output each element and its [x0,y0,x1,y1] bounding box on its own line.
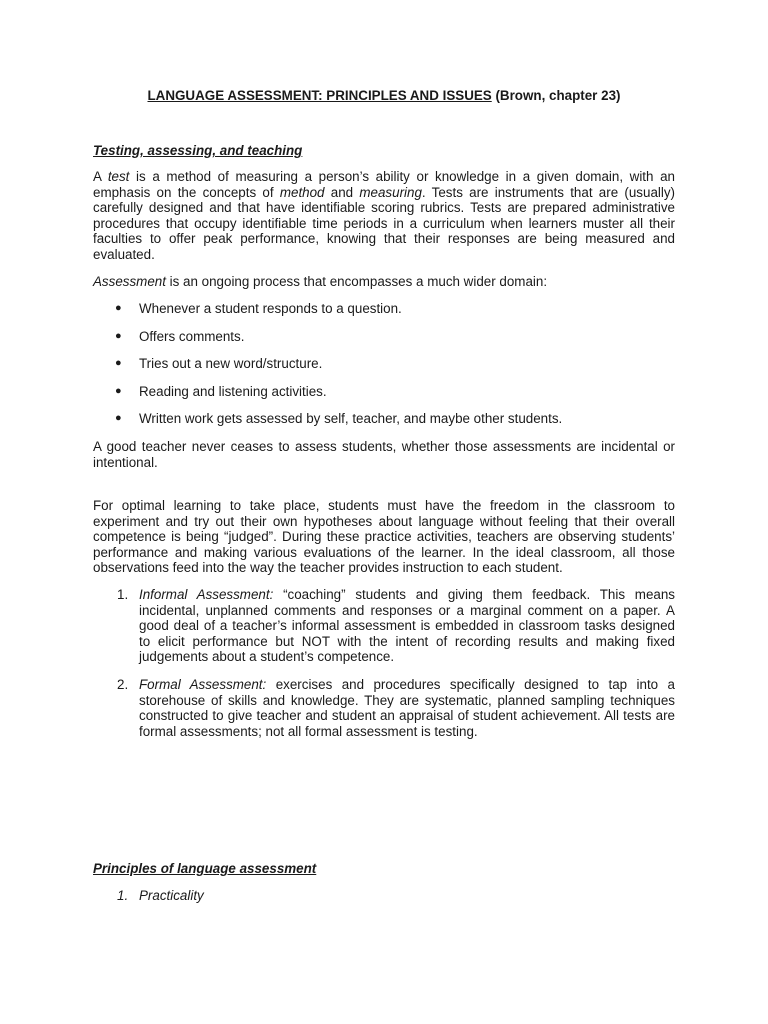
list-item: ● Whenever a student responds to a question. [115,301,402,316]
term-method: method [279,184,325,200]
paragraph-test-definition: A test is a method of measuring a person’s ability or knowledge in a given domain, with an emphasis on the concepts of method and measuring. Tests are instruments that are (usually) carefully designed and that have identifiable scoring rubrics. Tests are prepared administrative procedures that occupy identifiable time periods in a curriculum when learners muster all their faculties to offer peak performance, knowing that their responses are being measured and evaluated. [93,169,675,262]
title-main: LANGUAGE ASSESSMENT: PRINCIPLES AND ISSUES [147,88,492,103]
list-item: 1. Practicality [117,888,204,903]
term-formal-assessment: Formal Assessment: [139,676,267,692]
paragraph-assessment-intro: Assessment is an ongoing process that encompasses a much wider domain: [93,274,548,289]
bullet-icon: ● [115,357,122,370]
list-item: ● Written work gets assessed by self, teacher, and maybe other students. [115,411,563,427]
bullet-icon: ● [115,329,122,342]
principle-practicality: Practicality [139,888,204,903]
bullet-icon: ● [115,412,122,425]
bullet-icon: ● [115,384,122,397]
assessment-types-list [93,587,675,739]
list-item: ● Offers comments. [115,328,245,344]
paragraph-optimal-learning: For optimal learning to take place, students must have the freedom in the classroom to experiment and try out their own hypotheses about language without feeling that their overall competence is being “judged”. During these practice activities, teachers are observing students’ performance and making various evaluations of the learner. In the ideal classroom, all those observations feed into the way the teacher provides instruction to each student. [93,498,675,576]
list-item: ● Reading and listening activities. [115,383,327,399]
assessment-bullet-list [93,301,675,439]
principles-list [93,888,675,904]
term-measuring: measuring [359,184,422,200]
paragraph-good-teacher: A good teacher never ceases to assess students, whether those assessments are incidental or intentional. [93,439,675,470]
list-item: 2. Formal Assessment: exercises and procedures specifically designed to tap into a storehouse of skills and knowledge. They are systematic, planned sampling techniques constructed to give teacher and student an appraisal of student achievement. All tests are formal assessments; not all formal assessment is testing. [117,676,675,739]
term-assessment: Assessment [93,274,166,289]
document-title [93,88,675,104]
term-informal-assessment: Informal Assessment: [139,587,274,602]
section-heading-principles: Principles of language assessment [93,861,317,876]
title-reference: (Brown, chapter 23) [495,88,621,103]
list-item: ● Tries out a new word/structure. [115,356,323,372]
bullet-icon: ● [115,302,122,314]
section-heading-testing: Testing, assessing, and teaching [93,143,303,158]
term-test: test [107,169,130,184]
list-item: 1. Informal Assessment: “coaching” students and giving them feedback. This means incidental, unplanned comments and responses or a marginal comment on a paper. A good deal of a teacher’s informal assessment is embedded in classroom tasks designed to elicit performance but NOT with the intent of recording results and making fixed judgements about a student’s competence. [117,587,675,665]
